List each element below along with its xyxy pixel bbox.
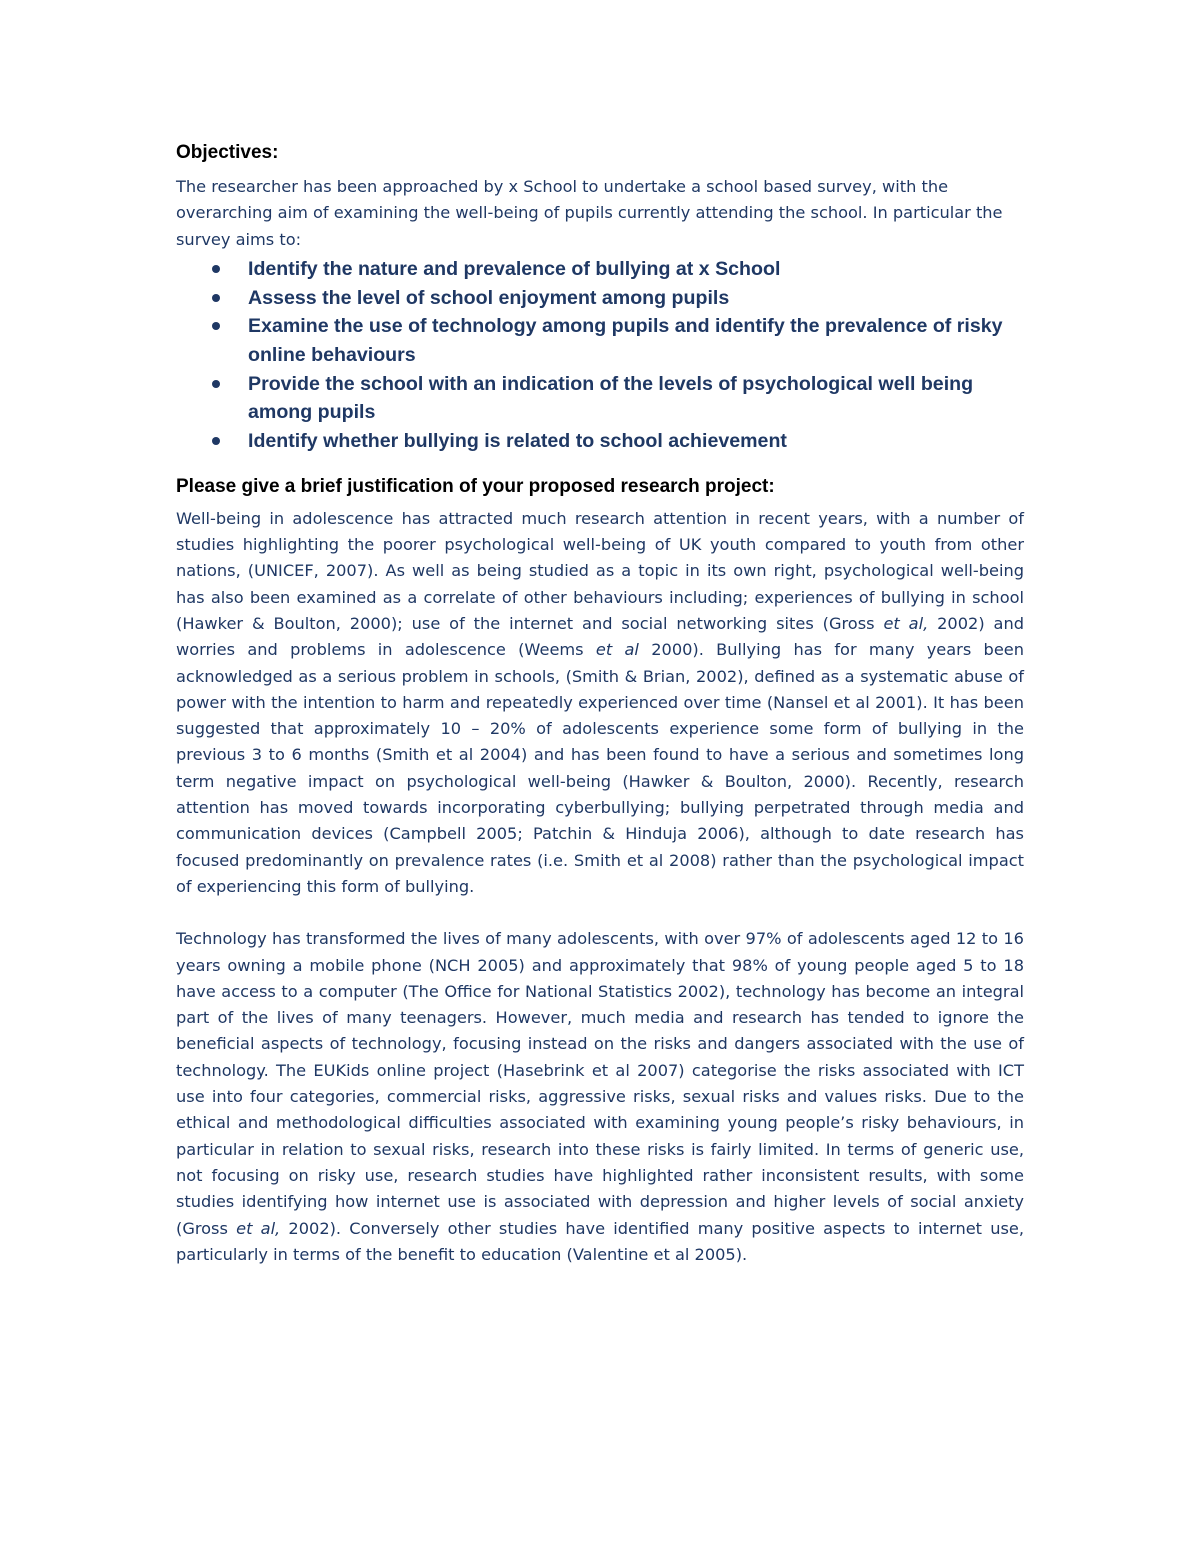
- citation-italic: et al,: [236, 1218, 281, 1238]
- bullet-icon: [212, 322, 220, 330]
- text-segment: Well-being in adolescence has attracted much research attention in recent years, with a number of studies highlighting the poorer psychological well-being of UK youth compared to youth from other nations, (UNICEF, 2007). As well as being studied as a topic in its own right, psychological well-being has also been examined as a correlate of other behaviours including; experiences of bullying in school (Hawker & Boulton, 2000); use of the internet and social networking sites (Gross: [176, 508, 1024, 633]
- objective-item: [176, 370, 1024, 427]
- bullet-icon: [212, 437, 220, 445]
- text-segment: 2002) and worries and problems in adolescence (Weems: [176, 614, 1024, 660]
- objective-text: Provide the school with an indication of the levels of psychological well being among pupils: [248, 372, 974, 424]
- bullet-icon: [212, 380, 220, 388]
- justification-paragraph-2: [176, 926, 1024, 1268]
- objective-item: [176, 284, 1024, 313]
- objectives-heading: Objectives:: [176, 142, 279, 163]
- citation-italic: et al,: [883, 614, 929, 633]
- objective-item: [176, 255, 1024, 284]
- bullet-icon: [212, 265, 220, 273]
- objective-text: Assess the level of school enjoyment among pupils: [248, 286, 730, 309]
- justification-paragraph-1: [176, 506, 1024, 900]
- bullet-icon: [212, 294, 220, 302]
- justification-heading: Please give a brief justification of your proposed research project:: [176, 475, 775, 497]
- objective-text: Identify the nature and prevalence of bullying at x School: [248, 257, 781, 280]
- objective-text: Identify whether bullying is related to school achievement: [248, 430, 787, 453]
- document-page: [176, 140, 1024, 1268]
- citation-italic: et al: [595, 640, 639, 660]
- objective-item: [176, 427, 1024, 456]
- text-segment: 2000). Bullying has for many years been acknowledged as a serious problem in schools, (Smith & Brian, 2002), defined as a systematic abuse of power with the intention to harm and repeatedly experienced over time (Nansel et al 2001). It has been suggested that approximately 10 – 20% of adolescents experience some form of bullying in the previous 3 to 6 months (Smith et al 2004) and has been found to have a serious and sometimes long term negative impact on psychological well-being (Hawker & Boulton, 2000). Recently, research attention has moved towards incorporating cyberbullying; bullying perpetrated through media and communication devices (Campbell 2005; Patchin & Hinduja 2006), although to date research has focused predominantly on prevalence rates (i.e. Smith et al 2008) rather than the psychological impact of experiencing this form of bullying.: [176, 640, 1025, 896]
- objectives-list: [176, 255, 1024, 456]
- text-segment: Technology has transformed the lives of many adolescents, with over 97% of adolescents aged 12 to 16 years owning a mobile phone (NCH 2005) and approximately that 98% of young people aged 5 to 18 have access to a computer (The Office for National Statistics 2002), technology has become an integral part of the lives of many teenagers. However, much media and research has tended to ignore the beneficial aspects of technology, focusing instead on the risks and dangers associated with the use of technology. The EUKids online project (Hasebrink et al 2007) categorise the risks associated with ICT use into four categories, commercial risks, aggressive risks, sexual risks and values risks. Due to the ethical and methodological difficulties associated with examining young people’s risky behaviours, in particular in relation to sexual risks, research into these risks is fairly limited. In terms of generic use, not focusing on risky use, research studies have highlighted rather inconsistent results, with some studies identifying how internet use is associated with depression and higher levels of social anxiety (Gross: [176, 929, 1024, 1238]
- objective-text: Examine the use of technology among pupils and identify the prevalence of risky online behaviours: [248, 315, 1003, 366]
- objectives-intro: The researcher has been approached by x School to undertake a school based survey, with the overarching aim of examining the well-being of pupils currently attending the school. In particular the survey aims to:: [176, 177, 1003, 249]
- text-segment: 2002). Conversely other studies have identified many positive aspects to internet use, particularly in terms of the benefit to education (Valentine et al 2005).: [176, 1218, 1025, 1264]
- objective-item: [176, 312, 1024, 369]
